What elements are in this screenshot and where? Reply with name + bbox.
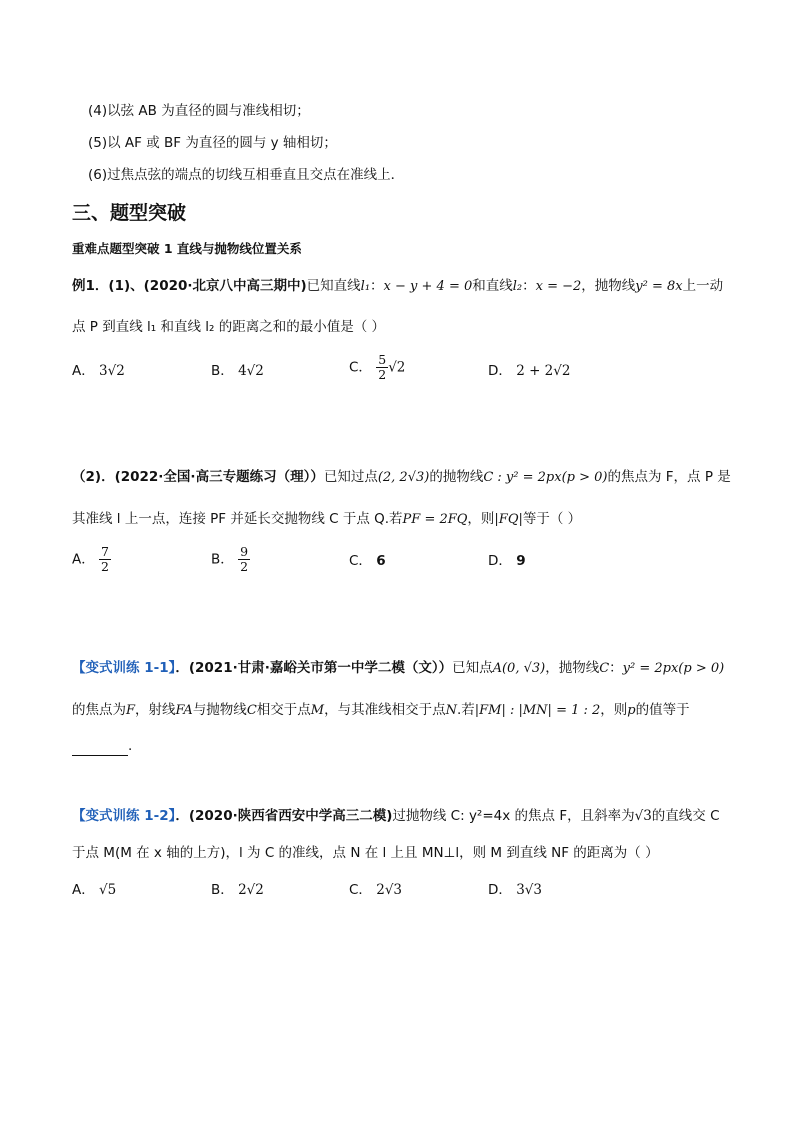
- ex2-option-c: [349, 551, 386, 571]
- var11-line1: [72, 658, 724, 679]
- vector-equation: PF = 2FQ: [402, 512, 468, 527]
- option-label: B．: [211, 882, 234, 898]
- denominator: 2: [240, 559, 249, 574]
- property-4: (4)以弦 AB 为直径的圆与准线相切；: [88, 103, 310, 119]
- abs-value: |FQ|: [494, 512, 523, 527]
- option-label: B．: [211, 551, 234, 568]
- ex1-option-a: [72, 361, 125, 381]
- ex2-text: 其准线 l 上一点，连接 PF 并延长交抛物线 C 于点 Q.若: [72, 511, 403, 527]
- var11-text: 相交于点: [256, 702, 311, 718]
- ex1-colon: ：: [370, 278, 384, 294]
- ex1-text: 上一动: [682, 278, 724, 294]
- var11-text: .若: [456, 702, 475, 718]
- ex1-line2: 点 P 到直线 l₁ 和直线 l₂ 的距离之和的最小值是（ ）: [72, 319, 386, 335]
- option-label: C．: [349, 882, 372, 898]
- option-value: 9: [516, 553, 526, 569]
- var11-text: 的值等于: [635, 702, 690, 718]
- var11-colon: ：: [609, 660, 623, 676]
- option-label: D．: [488, 553, 512, 569]
- ex1-text: ，抛物线: [581, 278, 636, 294]
- point-a: A(0, √3): [492, 661, 546, 676]
- option-label: C．: [349, 359, 372, 376]
- variant-tag: 【变式训练 1-1】: [72, 660, 176, 676]
- ratio-expression: |FM| : |MN| = 1 : 2: [474, 703, 601, 718]
- var11-line2: [72, 700, 690, 721]
- denominator: 2: [101, 559, 109, 574]
- numerator: 9: [240, 544, 249, 559]
- l2-label: l₂: [512, 279, 523, 294]
- curve-equation: y² = 2px(p > 0): [622, 661, 725, 676]
- variant-tag: 【变式训练 1-2】: [72, 808, 176, 824]
- ex2-text: ，则: [467, 511, 495, 527]
- fraction: [376, 353, 388, 382]
- option-label: B．: [211, 363, 234, 379]
- var12-text: 的直线交 C: [651, 808, 720, 824]
- answer-blank: [72, 741, 128, 756]
- option-label: D．: [488, 363, 512, 379]
- var11-text: ，抛物线: [545, 660, 600, 676]
- option-value: √5: [99, 882, 117, 898]
- math-var: F: [126, 703, 136, 718]
- ex1-option-d: [488, 361, 570, 381]
- option-value: 6: [376, 553, 386, 569]
- option-label: A．: [72, 882, 95, 898]
- property-6: (6)过焦点弦的端点的切线互相垂直且交点在准线上．: [88, 167, 405, 183]
- ex1-text: 和直线: [472, 278, 513, 294]
- var11-text: ，则: [600, 702, 628, 718]
- ex2-option-d: [488, 551, 526, 571]
- option-value: 2 + 2√2: [516, 363, 571, 379]
- parabola-equation: y² = 8x: [635, 279, 683, 294]
- property-5: (5)以 AF 或 BF 为直径的圆与 y 轴相切；: [88, 135, 337, 151]
- l2-equation: x = −2: [535, 279, 582, 294]
- ex1-line1: [72, 276, 723, 297]
- section-title: 三、题型突破: [72, 202, 187, 224]
- ex1-option-b: [211, 361, 264, 381]
- var11-source: ．(2021·甘肃·嘉峪关市第一中学二模（文））: [175, 660, 453, 676]
- var11-text: .: [128, 738, 133, 754]
- ex2-line2: [72, 509, 581, 530]
- numerator: 7: [101, 544, 109, 559]
- option-label: C．: [349, 553, 372, 569]
- ex2-line1: [72, 467, 731, 488]
- numerator: 5: [378, 352, 387, 367]
- var12-option-c: [349, 880, 402, 900]
- math-var: N: [445, 703, 457, 718]
- var11-text: 与抛物线: [192, 702, 247, 718]
- option-value: 3√3: [516, 882, 542, 898]
- option-label: A．: [72, 551, 95, 568]
- var12-option-a: [72, 880, 116, 900]
- ex2-text: 已知过点: [323, 469, 378, 485]
- curve-label: C: [599, 661, 610, 676]
- ex2-source: （2)．(2022·全国·高三专题练习（理））: [72, 469, 324, 485]
- var11-text: 的焦点为: [72, 702, 126, 718]
- var12-line1: [72, 806, 720, 826]
- slope-value: √3: [634, 808, 652, 824]
- var12-text: 过抛物线 C: y²=4x 的焦点 F，且斜率为: [392, 808, 635, 824]
- option-value: 2√2: [238, 882, 264, 898]
- ex2-option-a: [72, 545, 111, 574]
- subsection-title: 重难点题型突破 1 直线与抛物线位置关系: [72, 241, 302, 256]
- math-var: C: [246, 703, 257, 718]
- ex2-text: 的抛物线: [429, 469, 484, 485]
- option-value: 4√2: [238, 363, 264, 379]
- option-value: 3√2: [99, 363, 125, 379]
- var12-line2: 于点 M(M 在 x 轴的上方)，l 为 C 的准线，点 N 在 l 上且 MN⊥l，则 M 到直线 NF 的距离为（ ）: [72, 845, 659, 861]
- fraction: [99, 545, 111, 574]
- var11-line3: [72, 736, 132, 756]
- ex1-option-c: [349, 353, 405, 382]
- var11-text: ，射线: [135, 702, 176, 718]
- denominator: 2: [378, 367, 387, 382]
- var12-option-b: [211, 880, 264, 900]
- var12-source: ．(2020·陕西省西安中学高三二模): [175, 808, 393, 824]
- l1-equation: x − y + 4 = 0: [383, 279, 473, 294]
- curve-equation: C : y² = 2px(p > 0): [483, 470, 608, 485]
- math-var: p: [627, 703, 636, 718]
- option-label: D．: [488, 882, 512, 898]
- option-value: 2√3: [376, 882, 403, 898]
- ex2-option-b: [211, 545, 250, 574]
- option-value: √2: [388, 359, 406, 376]
- var12-option-d: [488, 880, 542, 900]
- option-label: A．: [72, 363, 95, 379]
- fraction: [238, 545, 250, 574]
- var11-text: ，与其准线相交于点: [324, 702, 446, 718]
- l1-label: l₁: [360, 279, 371, 294]
- math-var: M: [310, 703, 325, 718]
- ex2-text: 等于（ ）: [522, 511, 582, 527]
- ex1-source: 例1．(1)、(2020·北京八中高三期中): [72, 278, 307, 294]
- ex2-text: 的焦点为 F，点 P 是: [607, 469, 731, 485]
- ex1-colon: ：: [522, 278, 536, 294]
- math-var: FA: [175, 703, 193, 718]
- var11-text: 已知点: [452, 660, 493, 676]
- ex1-text: 已知直线: [306, 278, 361, 294]
- point-coords: (2, 2√3): [377, 470, 430, 485]
